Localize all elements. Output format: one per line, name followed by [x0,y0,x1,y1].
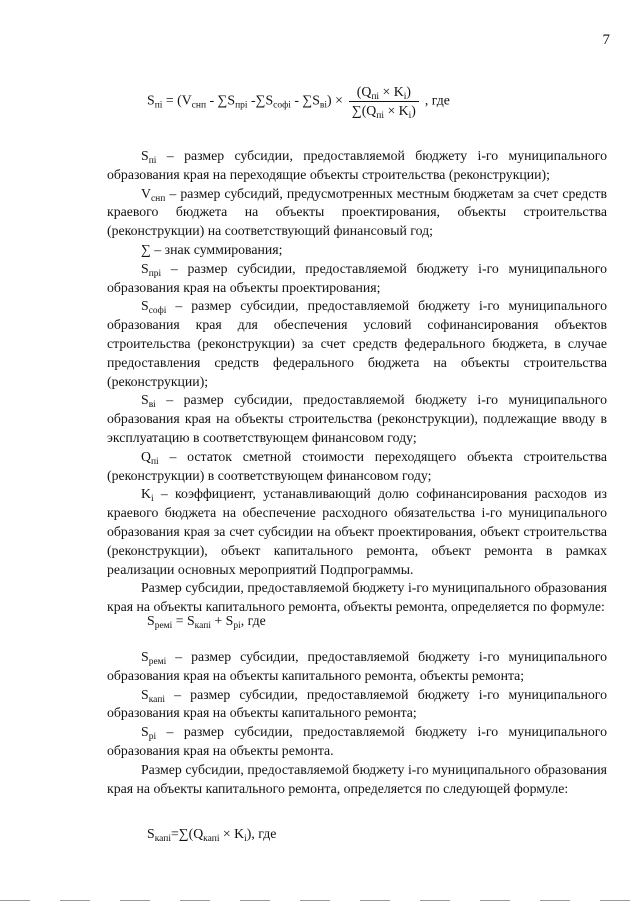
formula-subscript: софi [273,100,291,111]
definition-text: – коэффициент, устанавливающий долю софинансирования расходов из краевого бюджета на обеспечение расходного обязательства i-го муниципального образования края за счет субсидии на объект проектирования, объект строительства (реконструкции), объект капитального ремонта, объект ремонта в рамках реализации основных мероприятий Подпрограммы. [107,486,607,577]
formula-subscript: капi [194,621,211,631]
formula-term: - ∑S [290,92,320,108]
definition-symbol: S [141,148,149,163]
formula-term: -∑S [247,92,274,108]
definition-text: – размер субсидии, предоставляемой бюджету i-го муниципального образования края на переходящие объекты строительства (реконструкции); [107,148,607,182]
definition-text: – размер субсидии, предоставляемой бюджету i-го муниципального образования края на объекты капитального ремонта; [107,686,607,721]
formula-fraction [349,84,419,119]
definition-item [107,241,607,260]
definition-symbol: S [141,260,149,276]
formula-term: ) [406,84,411,99]
definition-item [107,260,607,298]
definition-subscript: снп [150,193,166,204]
formula-term: , где [240,613,266,628]
definition-text: – размер субсидии, предоставляемой бюджету i-го муниципального образования края на объекты капитального ремонта, объекты ремонта; [107,649,607,683]
formula-term: ∑(Q [351,103,377,118]
definition-subscript: пi [148,156,157,166]
definition-text: – размер субсидии, предоставляемой бюджету i-го муниципального образования края на объекты проектирования; [107,260,607,295]
formula-term: ) × [327,92,343,108]
formula-term: ) [411,103,416,118]
paragraph: Размер субсидии, предоставляемой бюджету i-го муниципального образования края на объекты капитального ремонта, объекты ремонта, определяется по формуле: [107,580,607,615]
definition-symbol: K [141,486,151,502]
formula-term: × K [219,826,245,841]
definition-subscript: софi [148,306,167,317]
formula-term: = S [172,613,195,628]
fraction-denominator [349,101,419,119]
formula-subscript: i [244,834,247,844]
formula-term: S [147,826,155,841]
definition-item [107,147,607,185]
formula-term: (Q [356,84,372,99]
definition-symbol: S [141,298,149,314]
definition-symbol: S [141,392,149,408]
definition-item [107,648,607,686]
formula-subsidy-repair [147,613,266,629]
formula-subscript: снп [191,100,207,111]
definition-symbol: S [141,686,149,702]
formula-subscript: пi [371,92,380,102]
formula-subscript: вi [319,100,328,111]
formula-subscript: прi [235,100,248,111]
definition-subscript: i [150,494,154,505]
definition-item [107,485,607,579]
fraction-numerator [349,84,419,101]
formula-term: S [147,613,155,628]
definition-symbol: Q [141,448,151,464]
formula-term: + S [210,613,234,628]
formula-term: = (V [162,92,192,108]
definition-item [107,297,607,391]
definition-subscript: капi [148,694,165,705]
definition-subscript: пi [150,456,159,467]
formula-subscript: капi [154,834,171,844]
formula-subscript: пi [376,111,384,121]
formula-term: × K [384,103,409,118]
definitions-block-2 [107,648,607,798]
formula-subscript: ремi [154,621,173,631]
formula-term: =∑(Q [170,826,204,841]
formula-term: ), где [246,826,277,841]
page-number: 7 [602,32,610,48]
formula-subscript: капi [203,834,220,844]
definitions-block-1 [107,147,607,617]
formula-subsidy-transitional [147,84,450,119]
paragraph: Размер субсидии, предоставляемой бюджету i-го муниципального образования края на объекты капитального ремонта, определяется по следующей формуле: [107,761,607,796]
definition-symbol: ∑ [141,241,151,257]
definition-item [107,723,607,761]
scan-edge-line [0,900,640,901]
formula-term: - ∑S [206,92,236,108]
definition-symbol: S [141,724,149,740]
definition-text: – остаток сметной стоимости переходящего объекта строительства (реконструкции) в соответствующем финансовом году; [107,448,607,483]
definition-subscript: ремi [148,657,167,667]
formula-subscript: пi [154,100,163,111]
definition-item [107,686,607,724]
definition-subscript: вi [148,400,156,411]
definition-text: – размер субсидии, предоставляемой бюджету i-го муниципального образования края на объекты строительства (реконструкции), подлежащие вводу в эксплуатацию в соответствующем финансовом году; [107,392,607,445]
formula-term: , где [424,92,450,108]
definition-text: – знак суммирования; [150,241,283,257]
definition-text: – размер субсидии, предоставляемой бюджету i-го муниципального образования края на объекты ремонта. [107,724,607,758]
definition-subscript: рi [148,732,157,743]
definition-text: – размер субсидий, предусмотренных местным бюджетам за счет средств краевого бюджета на объекты проектирования, объекты строительства (реконструкции) на соответствующий финансовый год; [107,185,607,239]
definition-symbol: V [141,185,151,201]
definition-item [107,185,607,241]
definition-subscript: прi [148,268,162,279]
formula-term: S [147,92,155,108]
definition-item [107,391,607,447]
definition-text: – размер субсидии, предоставляемой бюджету i-го муниципального образования края для обеспечения условий софинансирования объектов строительства (реконструкции) за счет средств федерального бюджета, в случае предоставления средств федерального бюджета на объекты строительства (реконструкции); [107,298,607,389]
formula-subscript: i [408,111,412,121]
formula-subscript: рi [233,621,241,631]
definition-item [107,448,607,486]
formula-subscript: i [403,92,407,102]
definition-symbol: S [141,649,149,664]
formula-subsidy-capital-repair [147,826,276,842]
formula-term: × K [379,84,404,99]
